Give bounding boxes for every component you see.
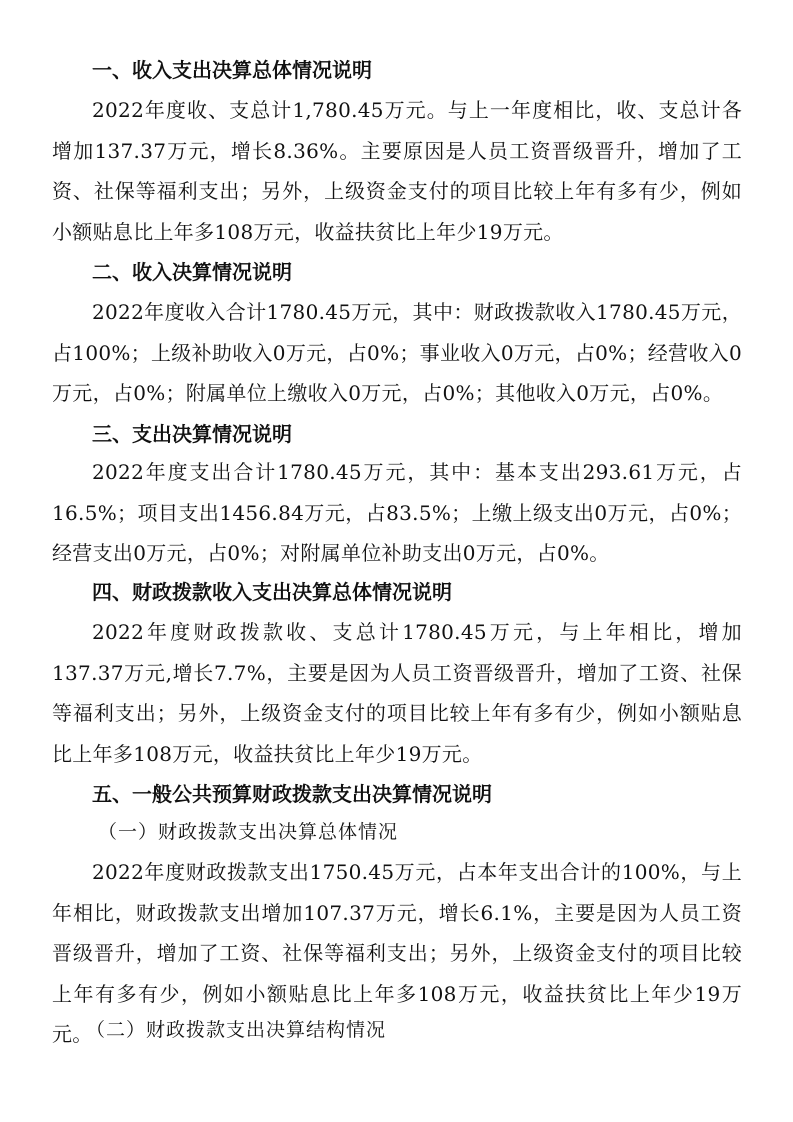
section-4-heading: 四、财政拨款收入支出决算总体情况说明 (92, 580, 452, 604)
section-5-heading: 五、一般公共预算财政拨款支出决算情况说明 (92, 782, 492, 806)
section-4-paragraph: 2022年度财政拨款收、支总计1780.45万元，与上年相比，增加137.37万元,增长7.7%，主要是因为人员工资晋级晋升，增加了工资、社保等福利支出；另外，上级资金支付的项目比较上年有多有少，例如小额贴息比上年多108万元，收益扶贫比上年少19万元。 (52, 620, 742, 766)
section-1-heading: 一、收入支出决算总体情况说明 (92, 58, 372, 82)
section-2-paragraph: 2022年度收入合计1780.45万元，其中：财政拨款收入1780.45万元，占100%；上级补助收入0万元，占0%；事业收入0万元，占0%；经营收入0万元，占0%；附属单位上缴收入0万元，占0%；其他收入0万元，占0%。 (52, 300, 742, 405)
section-3-paragraph: 2022年度支出合计1780.45万元，其中：基本支出293.61万元，占16.5%；项目支出1456.84万元，占83.5%；上缴上级支出0万元，占0%；经营支出0万元，占0%；对附属单位补助支出0万元，占0%。 (52, 460, 742, 565)
section-5-paragraph: 2022年度财政拨款支出1750.45万元，占本年支出合计的100%，与上年相比，财政拨款支出增加107.37万元，增长6.1%，主要是因为人员工资晋级晋升，增加了工资、社保等福利支出；另外，上级资金支付的项目比较上年有多有少，例如小额贴息比上年多108万元，收益扶贫比上年少19万元。 (52, 860, 742, 1046)
section-2-heading: 二、收入决算情况说明 (92, 260, 292, 284)
section-1-paragraph: 2022年度收、支总计1,780.45万元。与上一年度相比，收、支总计各增加137.37万元，增长8.36%。主要原因是人员工资晋级晋升，增加了工资、社保等福利支出；另外，上级资金支付的项目比较上年有多有少，例如小额贴息比上年多108万元，收益扶贫比上年少19万元。 (52, 98, 742, 244)
section-3-heading: 三、支出决算情况说明 (92, 422, 292, 446)
section-5-subheading-2: （二）财政拨款支出决算结构情况 (86, 1019, 387, 1041)
section-5-subheading-1: （一）财政拨款支出决算总体情况 (98, 821, 399, 843)
